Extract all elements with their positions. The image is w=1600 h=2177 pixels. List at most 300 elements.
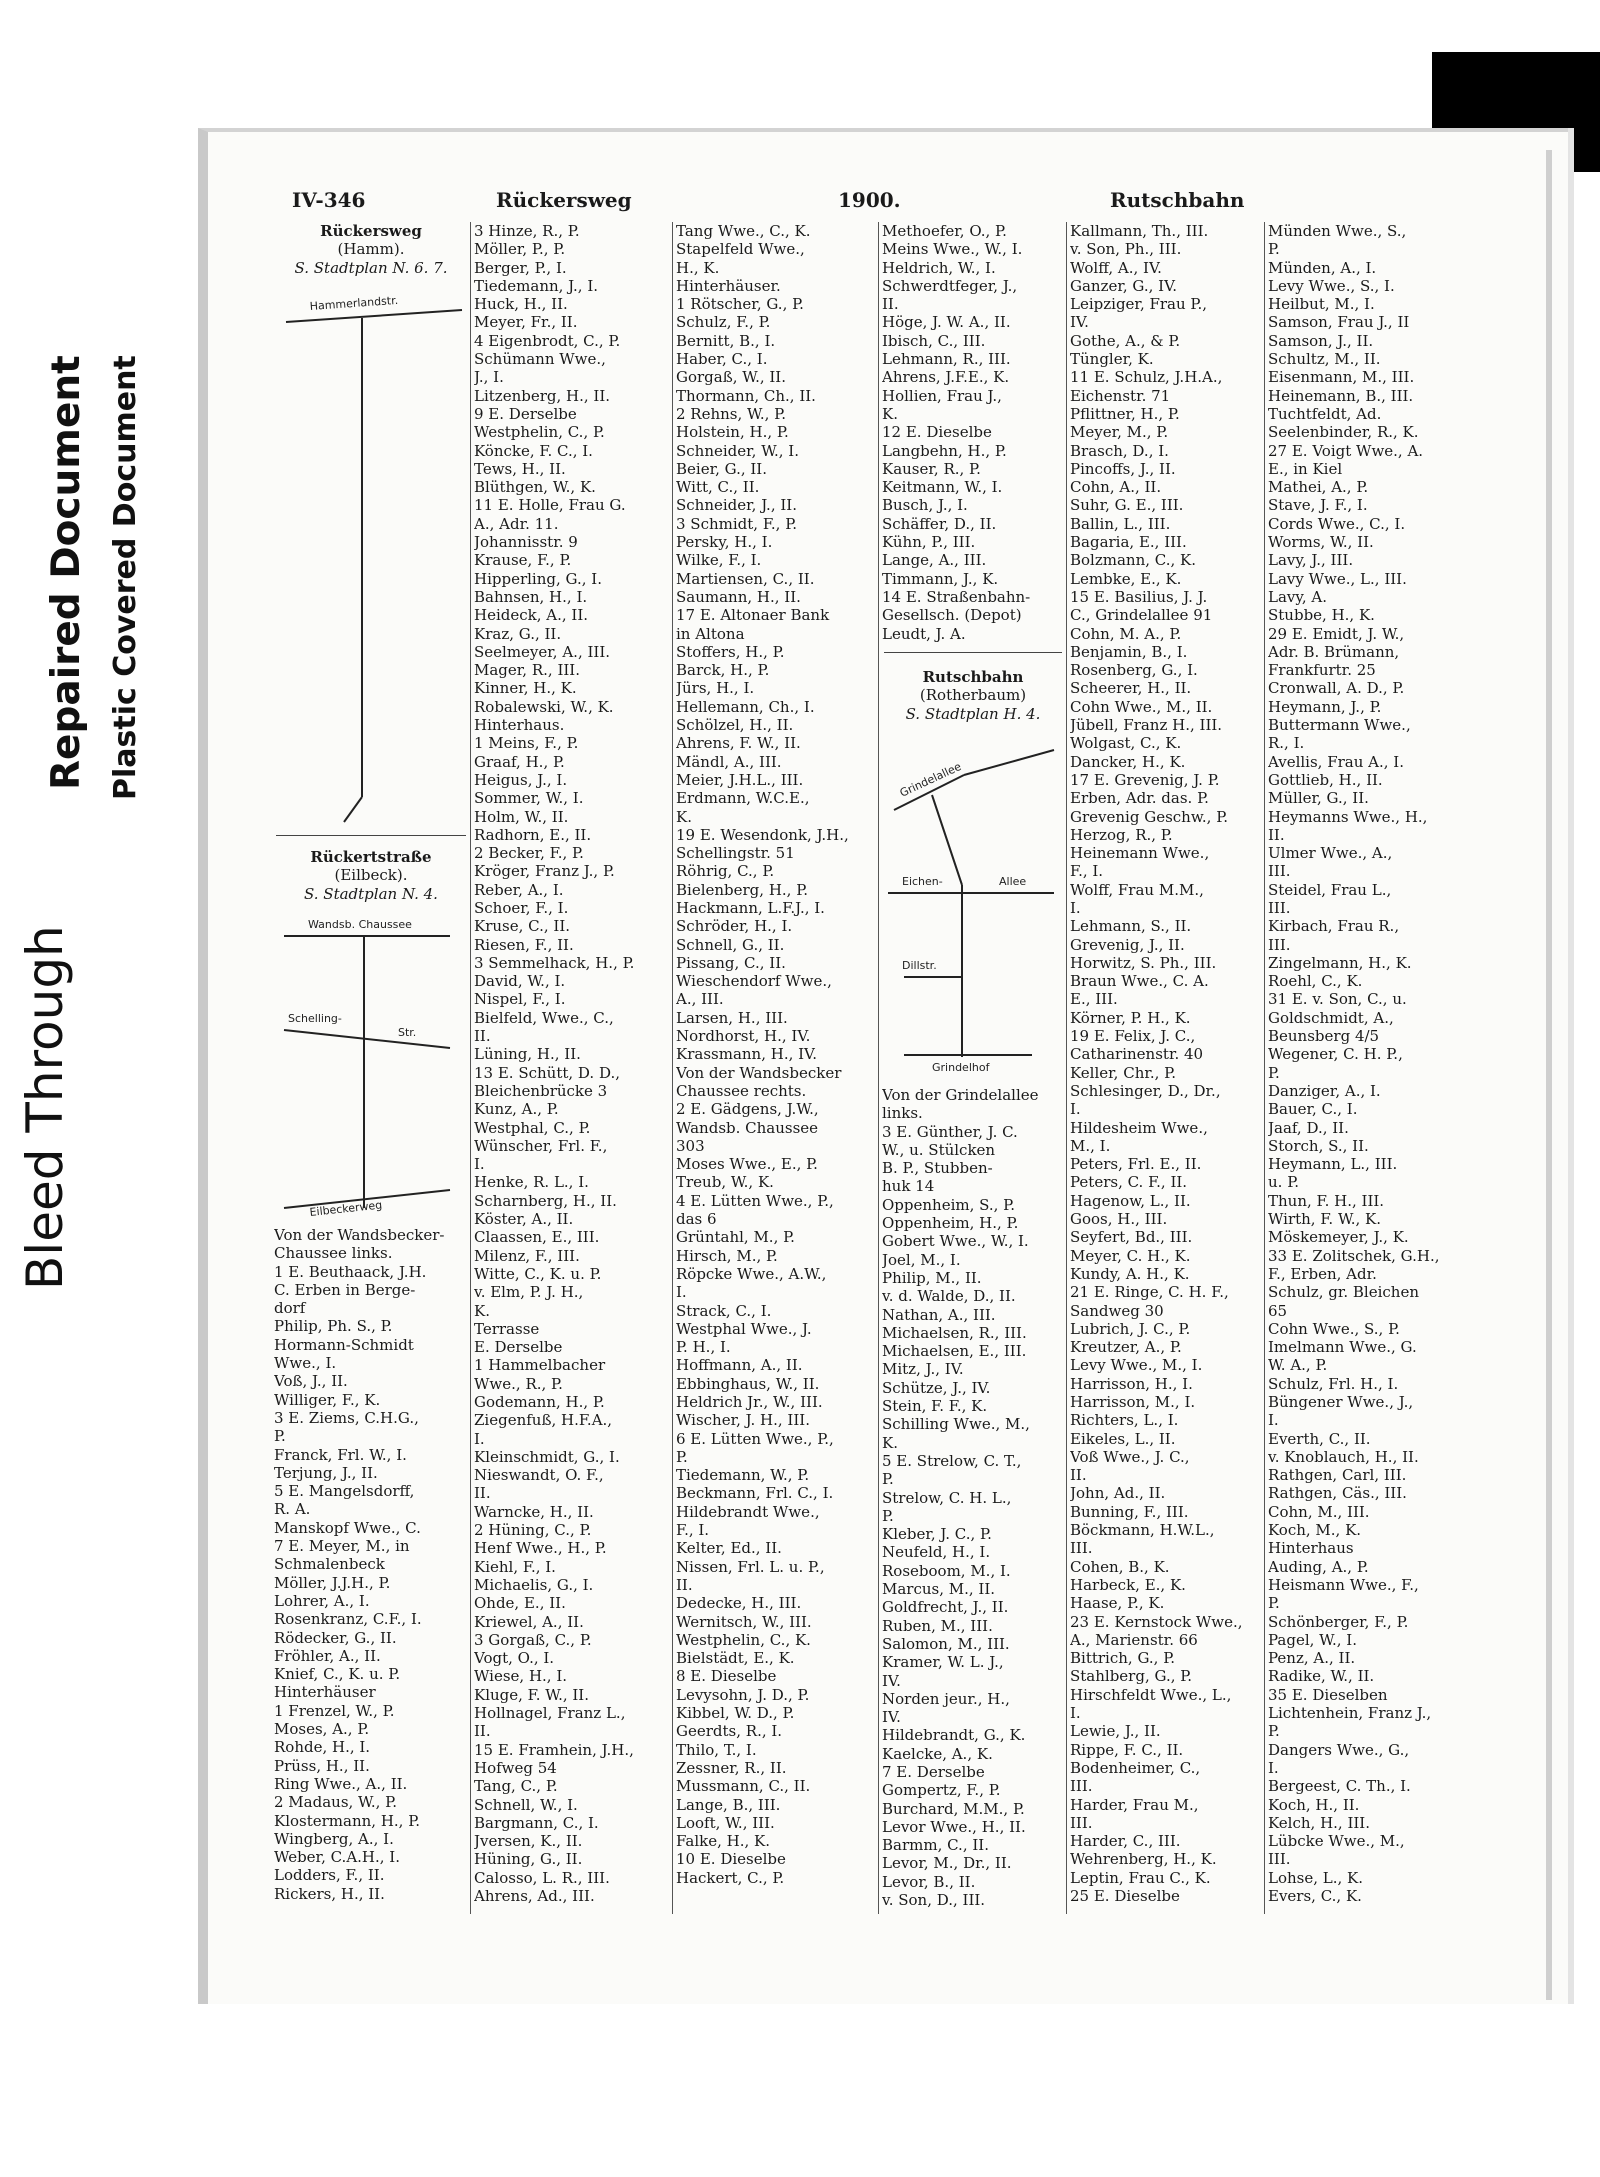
directory-entry: Stoffers, H., P. [676,642,785,661]
column-1-sec2 [274,848,468,903]
directory-entry: Haber, C., I. [676,350,768,369]
map-reference: S. Stadtplan H. 4. [905,704,1041,723]
directory-entry: Schulz, Frl. H., I. [1268,1374,1399,1393]
directory-entry: Hinterhäuser [274,1683,376,1702]
directory-entry: Schneider, J., II. [676,496,797,515]
directory-entry: Pissang, C., II. [676,953,786,972]
directory-entry: Norden jeur., H., [882,1689,1010,1708]
directory-entry: Lohse, L., K. [1268,1868,1364,1887]
directory-entry: Bittrich, G., P. [1070,1649,1176,1668]
directory-entry: II. [1268,825,1285,844]
map-label-hammerlandstr: Hammerlandstr. [309,293,399,313]
map-label-str: Str. [398,1026,417,1039]
directory-entry: Kelter, Ed., II. [676,1539,782,1558]
directory-entry: Kühn, P., III. [882,533,976,552]
directory-entry: Schultz, M., II. [1268,350,1381,369]
directory-entry: Dancker, H., K. [1070,752,1186,771]
directory-entry: Seyfert, Bd., III. [1070,1228,1193,1247]
directory-entry: Westphelin, C., K. [676,1630,811,1649]
directory-entry: Kaelcke, A., K. [882,1744,993,1763]
directory-entry: Warncke, H., II. [474,1502,594,1521]
directory-entry: Münden, A., I. [1268,258,1377,277]
directory-entry: Litzenberg, H., II. [474,386,611,405]
directory-entry: Thormann, Ch., II. [676,386,816,405]
directory-entry: Kramer, W. L. J., [882,1653,1004,1672]
directory-entry: Bielenberg, H., P. [676,880,809,899]
directory-entry: 12 E. Dieselbe [882,423,992,442]
directory-entry: 33 E. Zolitschek, G.H., [1268,1246,1440,1265]
directory-entry: Kluge, F. W., II. [474,1685,590,1704]
directory-entry: Bleichenbrücke 3 [474,1081,608,1100]
repaired-document-label: Repaired Document [44,355,89,790]
directory-entry: Schnell, G., II. [676,935,785,954]
directory-entry: Penz, A., II. [1268,1649,1356,1668]
directory-entry: Nathan, A., III. [882,1305,996,1324]
directory-entry: Von der Wandsbecker [676,1063,842,1082]
directory-entry: Burchard, M.M., P. [882,1799,1025,1818]
directory-entry: 3 Gorgaß, C., P. [474,1630,592,1649]
directory-entry: Roseboom, M., I. [882,1561,1011,1580]
directory-entry: Leipziger, Frau P., [1070,295,1208,314]
directory-entry: Tuchtfeldt, Ad. [1268,404,1382,423]
directory-entry: 11 E. Holle, Frau G. [474,496,626,515]
directory-entry: Adr. B. Brümann, [1268,642,1400,661]
directory-entry: Westphal, C., P. [474,1118,591,1137]
directory-entry: 303 [676,1136,705,1155]
directory-entry: Seelenbinder, R., K. [1268,423,1419,442]
directory-entry: P. [1268,1063,1280,1082]
directory-entry: Storch, S., II. [1268,1136,1369,1155]
directory-entry: Koch, M., K. [1268,1521,1362,1540]
street-map-rueckersweg [280,292,470,832]
directory-entry: I. [474,1155,485,1174]
directory-entry: Ziegenfuß, H.F.A., [474,1411,613,1430]
directory-entry: Harder, C., III. [1070,1832,1181,1851]
directory-entry: Rohde, H., I. [274,1738,371,1757]
directory-entry: Kruse, C., II. [474,917,571,936]
directory-entry: Wegener, C. H. P., [1268,1045,1403,1064]
directory-entry: A., III. [676,990,724,1009]
directory-entry: Wiese, H., I. [474,1667,568,1686]
directory-entry: Von der Grindelallee [882,1086,1039,1104]
directory-entry: Rödecker, G., II. [274,1628,397,1647]
section-rule [884,652,1062,653]
directory-entry: Buttermann Wwe., [1268,716,1411,735]
directory-entry: Hollnagel, Franz L., [474,1704,626,1723]
directory-entry: Hirsch, M., P. [676,1246,778,1265]
directory-entry: Schneider, W., I. [676,441,800,460]
directory-entry: Lembke, E., K. [1070,569,1182,588]
directory-entry: Thilo, T., I. [676,1740,757,1759]
directory-entry: Kinner, H., K. [474,679,577,698]
directory-entry: Vogt, O., I. [474,1649,555,1668]
column-divider [878,222,879,1914]
directory-entry: Ahrens, F. W., II. [676,734,801,753]
directory-entry: 23 E. Kernstock Wwe., [1070,1612,1243,1631]
directory-entry: Braun Wwe., C. A. [1070,972,1209,991]
directory-entry: Strelow, C. H. L., [882,1488,1012,1507]
directory-entry: K. [474,1301,490,1320]
directory-entry: 29 E. Emidt, J. W., [1268,624,1405,643]
directory-entry: P. [1268,240,1280,259]
column-6 [1268,222,1450,1905]
district: (Eilbeck). [334,866,408,885]
directory-entry: Röhrig, C., P. [676,862,775,881]
directory-entry: Cohn, M., III. [1268,1502,1370,1521]
directory-entry: Fröhler, A., II. [274,1646,381,1665]
directory-entry: Schwerdtfeger, J., [882,276,1018,295]
directory-entry: Berger, P., I. [474,258,567,277]
directory-entry: 15 E. Framhein, J.H., [474,1740,634,1759]
directory-entry: Voß, J., II. [274,1372,348,1391]
directory-entry: Hildebrandt, G., K. [882,1726,1026,1745]
directory-entry: Scharnberg, H., II. [474,1191,617,1210]
directory-entry: Kröger, Franz J., P. [474,862,615,881]
directory-entry: Heymanns Wwe., H., [1268,807,1428,826]
directory-entry: F., I. [676,1521,710,1540]
directory-entry: 1 E. Beuthaack, J.H. [274,1262,427,1281]
directory-entry: Harder, Frau M., [1070,1795,1199,1814]
directory-entry: 9 E. Derselbe [474,404,577,423]
directory-entry: Looft, W., III. [676,1813,775,1832]
directory-entry: Rathgen, Carl, III. [1268,1466,1407,1485]
directory-entry: Keitmann, W., I. [882,478,1003,497]
directory-entry: Beckmann, Frl. C., I. [676,1484,834,1503]
column-divider [672,222,673,1914]
directory-entry: Tang Wwe., C., K. [676,222,811,240]
directory-entry: Barck, H., P. [676,661,770,680]
directory-entry: Avellis, Frau A., I. [1268,752,1404,771]
directory-entry: Schilling Wwe., M., [882,1415,1030,1434]
directory-entry: Wünscher, Frl. F., [474,1136,608,1155]
directory-entry: Hildebrandt Wwe., [676,1502,820,1521]
directory-entry: Leudt, J. A. [882,624,966,643]
directory-entry: III. [1268,898,1291,917]
directory-entry: v. d. Walde, D., II. [882,1287,1016,1306]
directory-entry: Jaaf, D., II. [1268,1118,1349,1137]
section-rule [276,835,466,836]
directory-entry: Philip, Ph. S., P. [274,1317,393,1336]
directory-entry: Stahlberg, G., P. [1070,1667,1193,1686]
directory-entry: Franck, Frl. W., I. [274,1445,407,1464]
directory-entry: IV. [882,1671,901,1690]
directory-entry: Wolff, Frau M.M., [1070,880,1204,899]
directory-entry: Hinterhäuser. [676,276,781,295]
directory-entry: Lavy Wwe., L., III. [1268,569,1407,588]
directory-entry: Kleber, J. C., P. [882,1525,992,1544]
directory-entry: C., Grindelallee 91 [1070,606,1213,625]
directory-entry: Hinterhaus. [474,716,565,735]
directory-entry: Bernitt, B., I. [676,331,776,350]
directory-entry: Samson, J., II. [1268,331,1374,350]
directory-entry: III. [1070,1777,1093,1796]
directory-entry: Pincoffs, J., II. [1070,459,1176,478]
directory-entry: 31 E. v. Son, C., u. [1268,990,1407,1009]
directory-entry: III. [1268,1850,1291,1869]
directory-entry: Büngener Wwe., J., [1268,1393,1414,1411]
directory-entry: Schlesinger, D., Dr., [1070,1081,1221,1100]
directory-entry: Erben, Adr. das. P. [1070,789,1209,808]
directory-entry: Jürs, H., I. [676,679,755,698]
directory-entry: Schütze, J., IV. [882,1378,991,1397]
directory-entry: Chaussee links. [274,1244,393,1263]
directory-entry: Mussmann, C., II. [676,1777,811,1796]
directory-entry: 8 E. Dieselbe [676,1667,777,1686]
directory-entry: Heilbut, M., I. [1268,295,1375,314]
directory-entry: v. Elm, P. J. H., [474,1283,584,1302]
directory-entry: Goldschmidt, A., [1268,1008,1394,1027]
directory-entry: Bielstädt, E., K. [676,1649,795,1668]
directory-entry: Lavy, A. [1268,587,1327,606]
column-1 [274,222,468,277]
directory-entry: Heismann Wwe., F., [1268,1575,1419,1594]
directory-entry: I. [474,1429,485,1448]
directory-entry: 2 Hüning, C., P. [474,1521,592,1540]
directory-entry: Kunz, A., P. [474,1100,559,1119]
directory-entry: Schulz, F., P. [676,313,771,332]
directory-entry: Sommer, W., I. [474,789,584,808]
directory-entry: 3 E. Günther, J. C. [882,1122,1018,1141]
directory-entry: Stapelfeld Wwe., [676,240,805,259]
directory-entry: Nissen, Frl. L. u. P., [676,1557,825,1576]
directory-entry: Bolzmann, C., K. [1070,551,1196,570]
directory-entry: Cohn Wwe., S., P. [1268,1319,1400,1338]
directory-entry: Weber, C.A.H., I. [274,1848,400,1867]
district: (Hamm). [337,240,405,259]
directory-entry: Oppenheim, S., P. [882,1195,1016,1214]
directory-entry: 11 E. Schulz, J.H.A., [1070,368,1223,387]
directory-entry: Mändl, A., III. [676,752,782,771]
directory-entry: 25 E. Dieselbe [1070,1887,1180,1906]
directory-entry: Ebbinghaus, W., II. [676,1374,820,1393]
directory-entry: Gothe, A., & P. [1070,331,1181,350]
directory-entry: 13 E. Schütt, D. D., [474,1063,620,1082]
map-label-dillstr: Dillstr. [902,959,937,972]
directory-entry: Mathei, A., P. [1268,478,1369,497]
directory-entry: Zingelmann, H., K. [1268,953,1412,972]
directory-entry: Levor, B., II. [882,1872,976,1891]
column-5 [1070,222,1262,1905]
directory-entry: Lubrich, J. C., P. [1070,1319,1191,1338]
directory-entry: Grüntahl, M., P. [676,1228,795,1247]
directory-entry: Manskopf Wwe., C. [274,1518,421,1537]
page-edge [1546,150,1552,2000]
directory-entry: Möskemeyer, J., K. [1268,1228,1409,1247]
directory-entry: Schmalenbeck [274,1555,385,1574]
directory-entry: Lange, B., III. [676,1795,781,1814]
directory-entry: Wilke, F., I. [676,551,762,570]
directory-entry: Lewie, J., II. [1070,1722,1161,1741]
directory-entry: II. [474,1722,491,1741]
directory-entry: Bauer, C., I. [1268,1100,1358,1119]
directory-entry: Höge, J. W. A., II. [882,313,1011,332]
directory-entry: H., K. [676,258,720,277]
directory-entry: Sandweg 30 [1070,1301,1164,1320]
directory-entry: Bagaria, E., III. [1070,533,1187,552]
directory-entry: Suhr, G. E., III. [1070,496,1184,515]
directory-entry: Heymann, J., P. [1268,697,1382,716]
directory-entry: Heldrich, W., I. [882,258,996,277]
directory-entry: Tews, H., II. [474,459,566,478]
directory-entry: IV. [1070,313,1089,332]
directory-entry: Hirschfeldt Wwe., L., [1070,1685,1232,1704]
directory-entry: Tiedemann, J., I. [474,276,599,295]
directory-entry: Roehl, C., K. [1268,972,1363,991]
map-label-grindelallee: Grindelallee [897,759,964,800]
directory-entry: Imelmann Wwe., G. [1268,1338,1417,1357]
directory-entry: Lodders, F., II. [274,1866,385,1885]
directory-entry: P. [676,1447,688,1466]
column-3 [676,222,876,1887]
directory-entry: Radhorn, E., II. [474,825,592,844]
directory-entry: Krassmann, H., IV. [676,1045,818,1064]
directory-entry: Goos, H., III. [1070,1210,1168,1229]
directory-entry: Persky, H., I. [676,533,773,552]
district: (Rotherbaum) [919,686,1027,705]
directory-entry: Harrisson, M., I. [1070,1393,1196,1411]
directory-entry: 6 E. Lütten Wwe., P., [676,1429,834,1448]
directory-entry: Kleinschmidt, G., I. [474,1447,620,1466]
directory-entry: Hellemann, Ch., I. [676,697,815,716]
directory-entry: Heinemann, B., III. [1268,386,1414,405]
directory-entry: Danziger, A., I. [1268,1081,1381,1100]
directory-entry: Müller, G., II. [1268,789,1369,808]
directory-entry: III. [1268,862,1291,881]
column-2 [474,222,670,1905]
directory-entry: Cohn, M. A., P. [1070,624,1182,643]
map-label-allee: Allee [999,875,1027,888]
directory-entry: Köster, A., II. [474,1210,574,1229]
directory-entry: Heideck, A., II. [474,606,589,625]
directory-entry: Böckmann, H.W.L., [1070,1521,1215,1540]
directory-entry: Röpcke Wwe., A.W., [676,1264,827,1283]
directory-entry: u. P. [1268,1173,1300,1192]
directory-entry: 35 E. Dieselben [1268,1685,1388,1704]
directory-entry: Barmm, C., II. [882,1836,989,1855]
header-street-right: Rutschbahn [1110,188,1245,212]
directory-entry: 2 E. Gädgens, J.W., [676,1100,819,1119]
directory-entry: Klostermann, H., P. [274,1811,421,1830]
directory-entry: Schoer, F., I. [474,898,569,917]
directory-entry: I. [1268,1758,1279,1777]
directory-entry: 3 Schmidt, F., P. [676,514,798,533]
directory-entry: Lübcke Wwe., M., [1268,1832,1405,1851]
directory-entry: Worms, W., II. [1268,533,1374,552]
directory-entry: Hofweg 54 [474,1758,557,1777]
directory-entry: Wernitsch, W., III. [676,1612,812,1631]
directory-entry: Bodenheimer, C., [1070,1758,1201,1777]
directory-entry: M., I. [1070,1136,1111,1155]
directory-entry: F., Erben, Adr. [1268,1264,1377,1283]
directory-entry: Richters, L., I. [1070,1411,1179,1430]
directory-entry: Hackmann, L.F.J., I. [676,898,825,917]
directory-entry: Samson, Frau J., II [1268,313,1410,332]
directory-entry: Harbeck, E., K. [1070,1575,1186,1594]
header-street-left: Rückersweg [496,188,632,212]
directory-entry: Benjamin, B., I. [1070,642,1188,661]
directory-entry: 15 E. Basilius, J. J. [1070,587,1208,606]
directory-entry: Bunning, F., III. [1070,1502,1189,1521]
header-year: 1900. [838,188,901,212]
directory-entry: Keller, Chr., P. [1070,1063,1176,1082]
directory-entry: Seelmeyer, A., III. [474,642,611,661]
directory-entry: in Altona [676,624,745,643]
directory-entry: Wischer, J. H., III. [676,1411,810,1430]
directory-entry: Hipperling, G., I. [474,569,602,588]
directory-entry: Hoffmann, A., II. [676,1356,803,1375]
directory-entry: Gompertz, F., P. [882,1781,1001,1800]
directory-entry: Kriewel, A., II. [474,1612,584,1631]
directory-entry: I. [1070,898,1081,917]
directory-entry: Wingberg, A., I. [274,1829,394,1848]
directory-entry: Huck, H., II. [474,295,568,314]
directory-entry: Michaelsen, R., III. [882,1323,1027,1342]
directory-entry: Meins Wwe., W., I. [882,240,1023,259]
directory-entry: Ring Wwe., A., II. [274,1774,408,1793]
directory-entry: Wandsb. Chaussee [676,1118,819,1137]
directory-entry: Von der Wandsbecker- [274,1226,445,1244]
directory-entry: A., Adr. 11. [474,514,559,533]
directory-entry: Wwe., R., P. [474,1374,563,1393]
directory-entry: Krause, F., P. [474,551,572,570]
directory-entry: 1 Frenzel, W., P. [274,1701,395,1720]
directory-entry: III. [1070,1813,1093,1832]
directory-entry: Heldrich Jr., W., III. [676,1393,823,1411]
directory-entry: Blüthgen, W., K. [474,478,596,497]
directory-entry: Tang, C., P. [474,1777,558,1796]
directory-entry: Grevenig, J., II. [1070,935,1185,954]
directory-entry: Bargmann, C., I. [474,1813,599,1832]
directory-entry: I. [1268,1411,1279,1430]
directory-entry: E., III. [1070,990,1118,1009]
column-1-entries [274,1226,468,1903]
directory-entry: Kreutzer, A., P. [1070,1338,1182,1357]
directory-entry: Zessner, R., II. [676,1758,787,1777]
directory-entry: Pflittner, H., P. [1070,404,1180,423]
directory-entry: Beunsberg 4/5 [1268,1027,1380,1046]
top-margin [0,0,1600,52]
directory-entry: Ahrens, Ad., III. [474,1887,595,1906]
directory-entry: A., Marienstr. 66 [1070,1630,1198,1649]
directory-entry: Stein, F. F., K. [882,1397,988,1416]
directory-entry: P. [1268,1594,1280,1613]
directory-entry: Bahnsen, H., I. [474,587,588,606]
directory-entry: Schäffer, D., II. [882,514,997,533]
directory-entry: Haase, P., K. [1070,1594,1165,1613]
directory-entry: Marcus, M., II. [882,1580,996,1599]
page-number: IV-346 [292,188,366,212]
directory-entry: Jversen, K., II. [474,1832,583,1851]
directory-entry: Brasch, D., I. [1070,441,1169,460]
directory-entry: Peters, C. F., II. [1070,1173,1188,1192]
directory-entry: 21 E. Ringe, C. H. F., [1070,1283,1229,1302]
directory-entry: 2 Madaus, W., P. [274,1793,397,1812]
directory-entry: Knief, C., K. u. P. [274,1665,401,1684]
directory-entry: Ruben, M., III. [882,1616,993,1635]
directory-entry: 1 Rötscher, G., P. [676,295,804,314]
directory-entry: I. [1070,1100,1081,1119]
directory-entry: 10 E. Dieselbe [676,1850,786,1869]
directory-entry: Ballin, L., III. [1070,514,1171,533]
column-divider [1264,222,1265,1914]
directory-entry: Geerdts, R., I. [676,1722,783,1741]
directory-entry: Williger, F., K. [274,1390,381,1409]
directory-entry: R., I. [1268,734,1305,753]
directory-entry: Frankfurtr. 25 [1268,661,1376,680]
directory-entry: II. [676,1575,693,1594]
directory-entry: Münden Wwe., S., [1268,222,1407,240]
directory-entry: J., I. [474,368,504,387]
